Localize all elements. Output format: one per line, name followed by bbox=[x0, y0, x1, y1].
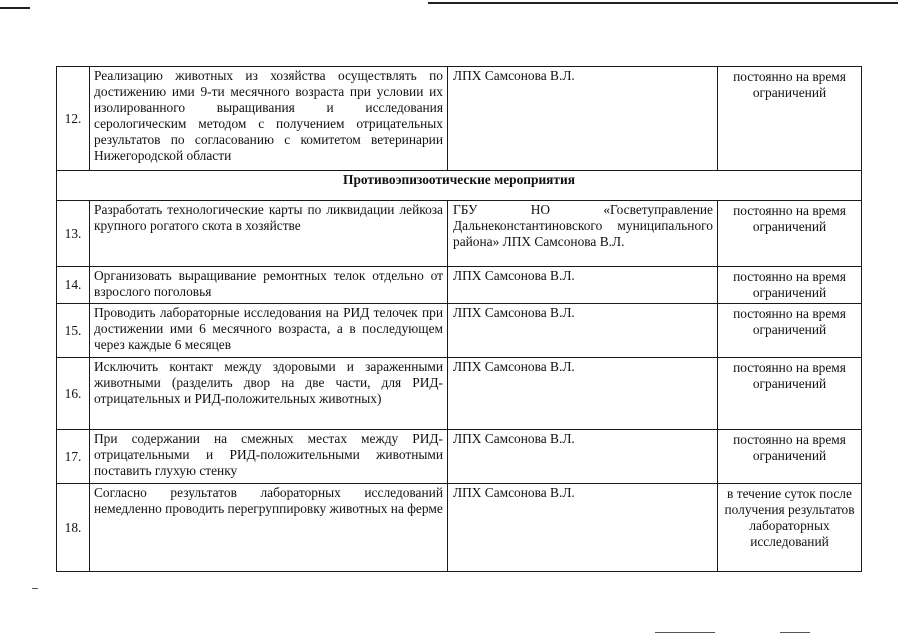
scan-edge-mark bbox=[428, 2, 898, 4]
responsible-text: ГБУ НО «Госветуправление Дальнеконстантиновского муниципального района» ЛПХ Самсонова В.Л. bbox=[448, 201, 718, 267]
responsible-text: ЛПХ Самсонова В.Л. bbox=[448, 430, 718, 484]
row-number: 18. bbox=[57, 484, 90, 572]
table-row bbox=[57, 304, 862, 358]
measure-text: Реализацию животных из хозяйства осуществлять по достижению ими 9-ти месячного возраста при условии их изолированного выращивания и исследования серологическим методом с получением отрицательных результатов по согласованию с комитетом ветеринарии Нижегородской области bbox=[90, 67, 448, 171]
scan-dash bbox=[32, 588, 38, 589]
table-row bbox=[57, 484, 862, 572]
table-row bbox=[57, 201, 862, 267]
responsible-text: ЛПХ Самсонова В.Л. bbox=[448, 267, 718, 304]
term-text: в течение суток после получения результатов лабораторных исследований bbox=[718, 484, 862, 572]
term-text: постоянно на время ограничений bbox=[718, 201, 862, 267]
responsible-text: ЛПХ Самсонова В.Л. bbox=[448, 67, 718, 171]
row-number: 13. bbox=[57, 201, 90, 267]
table-row bbox=[57, 267, 862, 304]
responsible-text: ЛПХ Самсонова В.Л. bbox=[448, 484, 718, 572]
row-number: 12. bbox=[57, 67, 90, 171]
row-number: 15. bbox=[57, 304, 90, 358]
row-number: 14. bbox=[57, 267, 90, 304]
term-text: постоянно на время ограничений bbox=[718, 358, 862, 430]
table-row bbox=[57, 358, 862, 430]
row-number: 16. bbox=[57, 358, 90, 430]
term-text: постоянно на время ограничений bbox=[718, 304, 862, 358]
measure-text: При содержании на смежных местах между РИД-отрицательными и РИД-положительными животными поставить глухую стенку bbox=[90, 430, 448, 484]
measure-text: Исключить контакт между здоровыми и зараженными животными (разделить двор на две части, для РИД-отрицательных и РИД-положительных животных) bbox=[90, 358, 448, 430]
term-text: постоянно на время ограничений bbox=[718, 430, 862, 484]
scan-dash bbox=[655, 632, 715, 633]
measure-text: Разработать технологические карты по ликвидации лейкоза крупного рогатого скота в хозяйстве bbox=[90, 201, 448, 267]
section-title: Противоэпизоотические мероприятия bbox=[57, 171, 862, 201]
responsible-text: ЛПХ Самсонова В.Л. bbox=[448, 358, 718, 430]
scan-dash bbox=[780, 632, 810, 633]
row-number: 17. bbox=[57, 430, 90, 484]
term-text: постоянно на время ограничений bbox=[718, 267, 862, 304]
section-row bbox=[57, 171, 862, 201]
measures-table bbox=[56, 66, 862, 572]
term-text: постоянно на время ограничений bbox=[718, 67, 862, 171]
table-row bbox=[57, 67, 862, 171]
measure-text: Согласно результатов лабораторных исследований немедленно проводить перегруппировку животных на ферме bbox=[90, 484, 448, 572]
table-row bbox=[57, 430, 862, 484]
measure-text: Проводить лабораторные исследования на РИД телочек при достижении ими 6 месячного возраста, а в последующем через каждые 6 месяцев bbox=[90, 304, 448, 358]
scan-edge-mark bbox=[0, 7, 30, 9]
responsible-text: ЛПХ Самсонова В.Л. bbox=[448, 304, 718, 358]
measure-text: Организовать выращивание ремонтных телок отдельно от взрослого поголовья bbox=[90, 267, 448, 304]
